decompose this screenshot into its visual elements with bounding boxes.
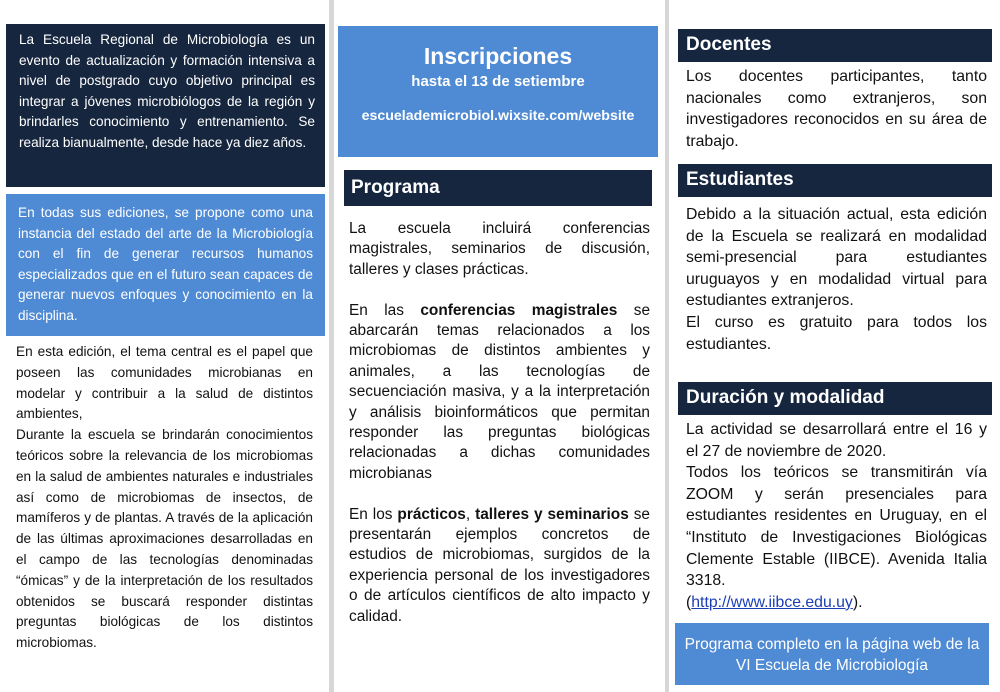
registration-title: Inscripciones [423, 43, 573, 69]
p3-pre: En los [349, 505, 398, 523]
duracion-section [686, 419, 987, 613]
paren-open: ( [686, 593, 692, 611]
paren-close: ). [852, 593, 863, 611]
programa-paragraph-2 [349, 301, 650, 485]
docentes-heading: Docentes [678, 29, 992, 62]
programa-heading: Programa [344, 170, 652, 206]
estudiantes-heading: Estudiantes [678, 164, 992, 197]
registration-panel [338, 26, 658, 157]
p2-post: se abarcarán temas relacionados a los microbiomas de distintos ambientes y animales, a las tecnologías de secuenciación masiva, y a la interpretación y análisis bioinformáticos que permitan responder las preguntas biológicas relacionadas a dichas comunidades microbianas [349, 301, 650, 482]
programa-paragraph-1: La escuela incluirá conferencias magistrales, seminarios de discusión, talleres y clases prácticas. [349, 220, 650, 278]
registration-website[interactable]: escuelademicrobiol.wixsite.com/website [361, 108, 635, 124]
p2-pre: En las [349, 301, 421, 319]
p3-sep: , [465, 505, 476, 523]
registration-deadline: hasta el 13 de setiembre [411, 73, 585, 90]
intro-panel [6, 24, 325, 187]
duracion-text-2: Todos los teóricos se transmitirán vía ZOOM y serán presenciales para estudiantes residentes en Uruguay, en el “Instituto de Investigaciones Biológicas Clemente Estable (IIBCE). Avenida Italia 3318. [686, 464, 987, 590]
estudiantes-text-1: Debido a la situación actual, esta edición de la Escuela se realizará en modalidad semi-presencial para estudiantes uruguayos y en modalidad virtual para estudiantes extranjeros. [686, 206, 987, 310]
theme-text: En esta edición, el tema central es el papel que poseen las comunidades microbianas en modelar y contribuir a la salud de distintos ambientes, [16, 344, 313, 422]
duracion-heading: Duración y modalidad [678, 382, 992, 415]
course-text: Durante la escuela se brindarán conocimientos teóricos sobre la relevancia de los microbiomas en la salud de ambientes naturales e industriales así como de microbiomas de insectos, de mamíferos y de plantas. A través de la aplicación de las últimas aproximaciones desarrolladas en el campo de las tecnologías denominadas “ómicas” y de la interpretación de los resultados obtenidos se buscará responder distintas preguntas biológicas de los distintos microbiomas. [16, 427, 313, 651]
docentes-section [686, 66, 987, 152]
estudiantes-text-2: El curso es gratuito para todos los estudiantes. [686, 313, 987, 353]
column-right [669, 0, 1000, 692]
column-left [0, 0, 329, 692]
estudiantes-section [686, 204, 987, 355]
editions-text: En todas sus ediciones, se propone como una instancia del estado del arte de la Microbiología con el fin de generar recursos humanos especializados que en el futuro sean capaces de generar nuevos enfoques y conocimiento en la disciplina. [18, 205, 313, 323]
p3-bold-1: prácticos [397, 505, 466, 523]
editions-panel [6, 194, 325, 336]
docentes-text: Los docentes participantes, tanto nacionales como extranjeros, son investigadores reconocidos en su área de trabajo. [686, 68, 987, 150]
programa-body [349, 219, 650, 647]
theme-section [6, 342, 323, 654]
p3-post: se presentarán ejemplos concretos de estudios de microbiomas, surgidos de la experiencia personal de los investigadores o de artículos científicos de alto impacto y calidad. [349, 505, 650, 625]
duracion-link-line [686, 592, 987, 614]
duracion-text-1: La actividad se desarrollará entre el 16 y el 27 de noviembre de 2020. [686, 421, 987, 460]
full-program-note: Programa completo en la página web de la VI Escuela de Microbiología [675, 623, 989, 685]
intro-text: La Escuela Regional de Microbiología es un evento de actualización y formación intensiva a nivel de postgrado cuyo objetivo principal es integrar a jóvenes microbiólogos de la región y brindarles conocimiento y entrenamiento. Se realiza bianualmente, desde hace ya diez años. [19, 32, 315, 150]
p3-bold-2: talleres y seminarios [475, 505, 629, 523]
p2-bold: conferencias magistrales [420, 301, 618, 319]
iibce-link[interactable]: http://www.iibce.edu.uy [691, 593, 853, 611]
programa-paragraph-3 [349, 505, 650, 627]
column-center [334, 0, 665, 692]
